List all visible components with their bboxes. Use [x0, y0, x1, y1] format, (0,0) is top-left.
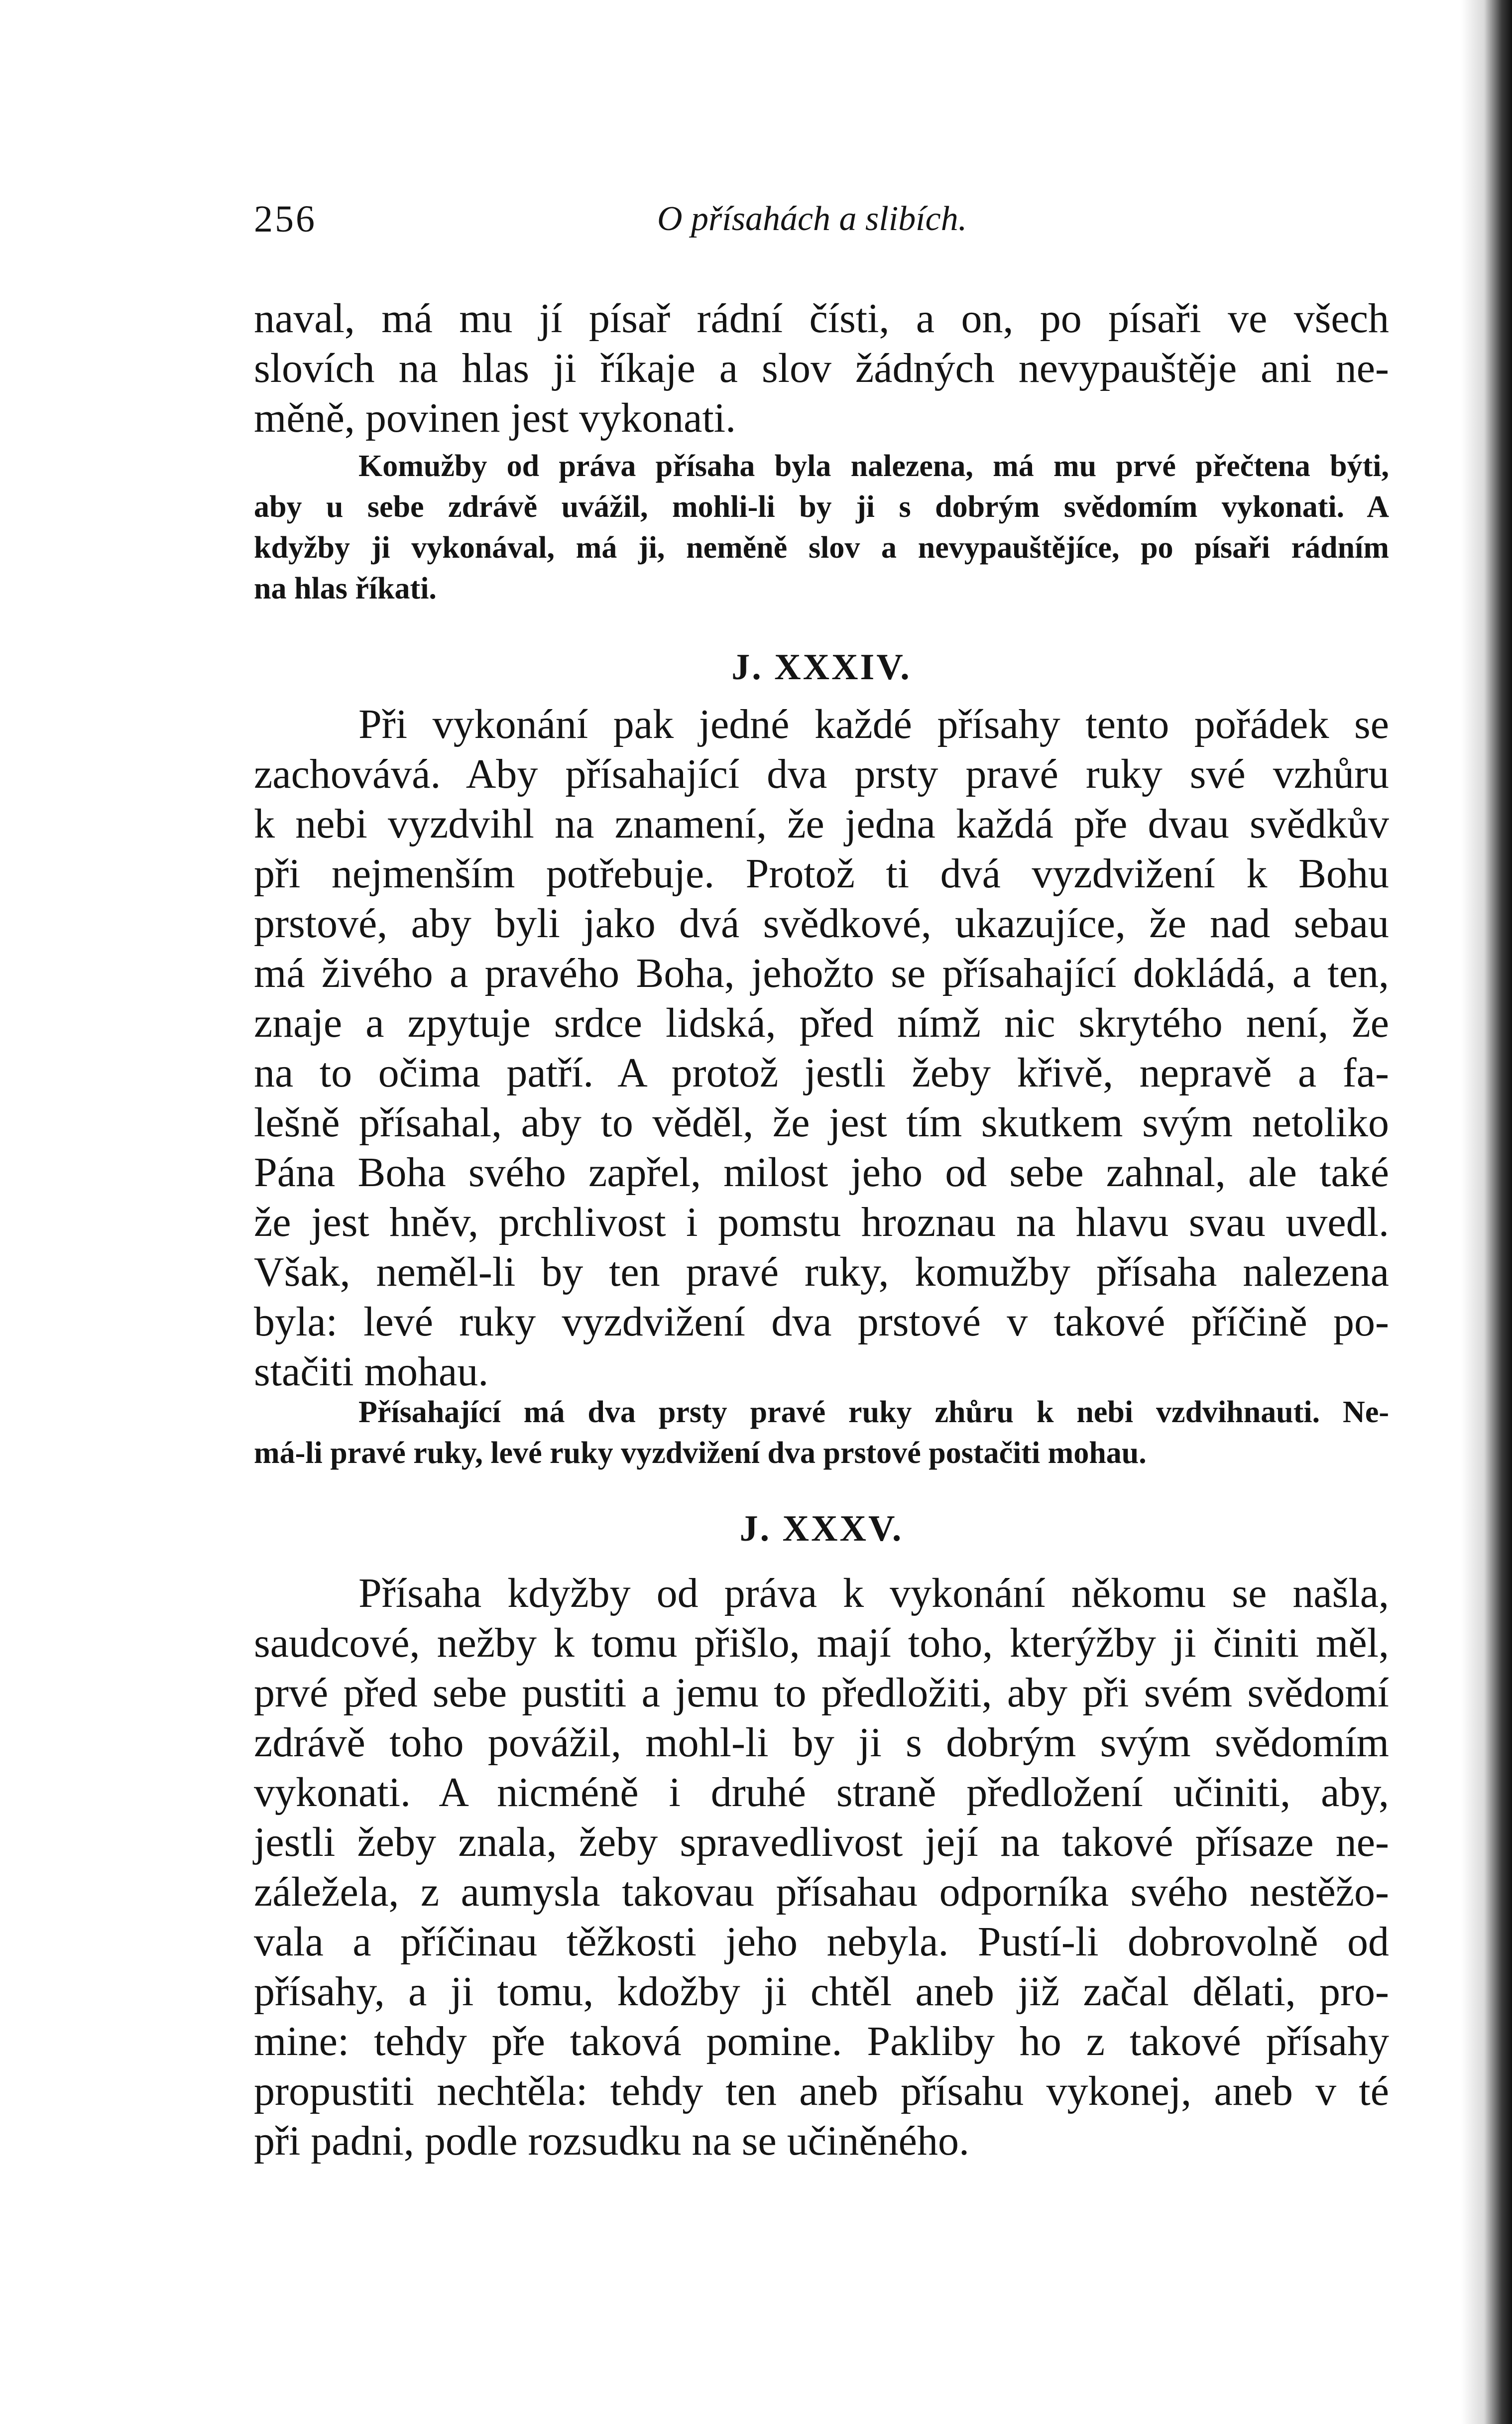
text-line: měně, povinen jest vykonati. [254, 395, 736, 441]
note-line: Přísahající má dva prsty pravé ruky zhůru k nebi vzdvihnauti. Ne- [358, 1395, 1389, 1429]
text-line: byla: levé ruky vyzdvižení dva prstové v takové příčině po- [254, 1299, 1389, 1345]
text-line: Přísaha kdyžby od práva k vykonání někomu se našla, [358, 1570, 1389, 1616]
note-line: má-li pravé ruky, levé ruky vyzdvižení dva prstové postačiti mohau. [254, 1436, 1147, 1470]
text-line: prstové, aby byli jako dvá svědkové, ukazujíce, že nad sebau [254, 900, 1389, 947]
text-line: vykonati. A nicméně i druhé straně předložení učiniti, aby, [254, 1769, 1389, 1816]
note-line: aby u sebe zdrávě uvážil, mohli-li by ji s dobrým svědomím vykonati. A [254, 490, 1389, 524]
paragraph-1 [254, 294, 1389, 443]
text-line: naval, má mu jí písař rádní čísti, a on, po písaři ve všech [254, 295, 1389, 342]
text-line: saudcové, nežby k tomu přišlo, mají toho, kterýžby ji činiti měl, [254, 1620, 1389, 1666]
paragraph-3 [254, 1569, 1389, 2166]
text-line: vala a příčinau těžkosti jeho nebyla. Pustí-li dobrovolně od [254, 1919, 1389, 1965]
paragraph-2 [254, 700, 1389, 1397]
page-edge-shadow [1461, 0, 1512, 2424]
text-line: Pána Boha svého zapřel, milost jeho od sebe zahnal, ale také [254, 1149, 1389, 1196]
page-header [254, 192, 1389, 246]
note-line: na hlas říkati. [254, 572, 437, 606]
text-line: že jest hněv, prchlivost i pomstu hroznau na hlavu svau uvedl. [254, 1199, 1389, 1245]
marginal-note-2 [254, 1392, 1389, 1473]
text-line: záležela, z aumysla takovau přísahau odporníka svého nestěžo- [254, 1869, 1389, 1915]
text-line: Při vykonání pak jedné každé přísahy tento pořádek se [358, 701, 1389, 747]
text-line: jestli žeby znala, žeby spravedlivost její na takové přísaze ne- [254, 1819, 1389, 1865]
text-line: znaje a zpytuje srdce lidská, před nímž nic skrytého není, že [254, 1000, 1389, 1046]
section-heading-xxxv: J. XXXV. [739, 1508, 904, 1549]
note-line: Komužby od práva přísaha byla nalezena, má mu prvé přečtena býti, [358, 449, 1389, 483]
text-line: přísahy, a ji tomu, kdožby ji chtěl aneb již začal dělati, pro- [254, 1968, 1389, 2015]
text-line: prvé před sebe pustiti a jemu to předložiti, aby při svém svědomí [254, 1670, 1389, 1716]
note-line: kdyžby ji vykonával, má ji, neměně slov a nevypauštějíce, po písaři rádním [254, 531, 1389, 565]
text-line: zachovává. Aby přísahající dva prsty pravé ruky své vzhůru [254, 751, 1389, 797]
text-line: lešně přísahal, aby to věděl, že jest tím skutkem svým netoliko [254, 1099, 1389, 1146]
text-line: při nejmenším potřebuje. Protož ti dvá vyzdvižení k Bohu [254, 850, 1389, 897]
text-line: zdrávě toho povážil, mohl-li by ji s dobrým svým svědomím [254, 1719, 1389, 1766]
text-line: slovích na hlas ji říkaje a slov žádných nevypauštěje ani ne- [254, 345, 1389, 391]
text-line: k nebi vyzdvihl na znamení, že jedna každá pře dvau svědkův [254, 801, 1389, 847]
text-line: mine: tehdy pře taková pomine. Pakliby ho z takové přísahy [254, 2018, 1389, 2064]
text-line: má živého a pravého Boha, jehožto se přísahající dokládá, a ten, [254, 950, 1389, 996]
marginal-note-1 [254, 446, 1389, 609]
running-head: O přísahách a slibích. [657, 200, 967, 238]
text-line: na to očima patří. A protož jestli žeby křivě, nepravě a fa- [254, 1050, 1389, 1096]
text-line: propustiti nechtěla: tehdy ten aneb přísahu vykonej, aneb v té [254, 2068, 1389, 2114]
text-line: stačiti mohau. [254, 1348, 489, 1395]
section-heading-xxxiv: J. XXXIV. [731, 647, 912, 688]
page-number: 256 [254, 198, 317, 240]
text-line: při padni, podle rozsudku na se učiněného. [254, 2118, 969, 2164]
text-line: Však, neměl-li by ten pravé ruky, komužby přísaha nalezena [254, 1249, 1389, 1295]
